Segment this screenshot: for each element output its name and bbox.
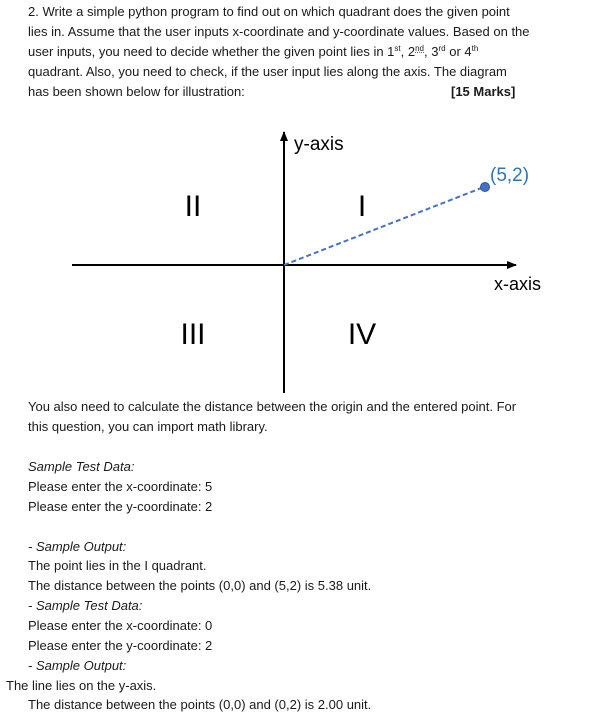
distance-note-line-2: this question, you can import math library.	[28, 419, 268, 434]
question-line-3-text: user inputs, you need to decide whether the given point lies in 1	[28, 44, 395, 59]
question-num-2: 2	[407, 44, 416, 59]
sample-test-2-x: Please enter the x-coordinate: 0	[28, 618, 213, 633]
quadrant-2-label: II	[184, 190, 202, 223]
sample-test-1-x: Please enter the x-coordinate: 5	[28, 479, 213, 494]
distance-note-line-1: You also need to calculate the distance between the origin and the entered point. For	[28, 399, 517, 414]
ordinal-st: st	[394, 44, 401, 53]
sample-output-1-line-2: The distance between the points (0,0) and (5,2) is 5.38 unit.	[28, 578, 372, 593]
question-or-4: or 4	[445, 44, 472, 59]
ordinal-rd: rd	[438, 44, 446, 53]
sample-output-2-line-2: The distance between the points (0,0) and (0,2) is 2.00 unit.	[28, 697, 372, 712]
quadrant-diagram	[0, 120, 593, 400]
x-axis-label: x-axis	[494, 274, 542, 294]
point-marker	[481, 183, 490, 192]
quadrant-4-label: IV	[347, 318, 377, 351]
ordinal-nd: nd	[415, 44, 425, 53]
question-line-5: has been shown below for illustration:	[28, 84, 245, 99]
question-line-4: quadrant. Also, you need to check, if the user input lies along the axis. The diagram	[28, 64, 507, 79]
point-label: (5,2)	[490, 165, 530, 186]
sample-test-2-y: Please enter the y-coordinate: 2	[28, 638, 213, 653]
sample-output-1-line-1: The point lies in the I quadrant.	[28, 558, 207, 573]
quadrant-3-label: III	[180, 318, 206, 351]
question-line-3: user inputs, you need to decide whether the given point lies in 1st, 2nd, 3rd or 4th	[28, 44, 479, 59]
sample-output-2-line-1: The line lies on the y-axis.	[6, 678, 157, 693]
question-line-1: 2. Write a simple python program to find out on which quadrant does the given point	[28, 4, 510, 19]
sample-test-data-2-heading: - Sample Test Data:	[28, 598, 143, 613]
origin-to-point-dashed-line	[284, 187, 484, 265]
sample-output-1-heading: - Sample Output:	[28, 539, 127, 554]
question-num-3: 3	[431, 44, 439, 59]
marks-label: [15 Marks]	[451, 84, 516, 99]
sample-output-2-heading: - Sample Output:	[28, 658, 127, 673]
sample-test-1-y: Please enter the y-coordinate: 2	[28, 499, 213, 514]
question-line-2: lies in. Assume that the user inputs x-coordinate and y-coordinate values. Based on the	[28, 24, 530, 39]
ordinal-th: th	[471, 44, 479, 53]
y-axis-label: y-axis	[294, 134, 344, 155]
sample-test-data-heading: Sample Test Data:	[28, 459, 135, 474]
quadrant-1-label: I	[357, 190, 367, 223]
